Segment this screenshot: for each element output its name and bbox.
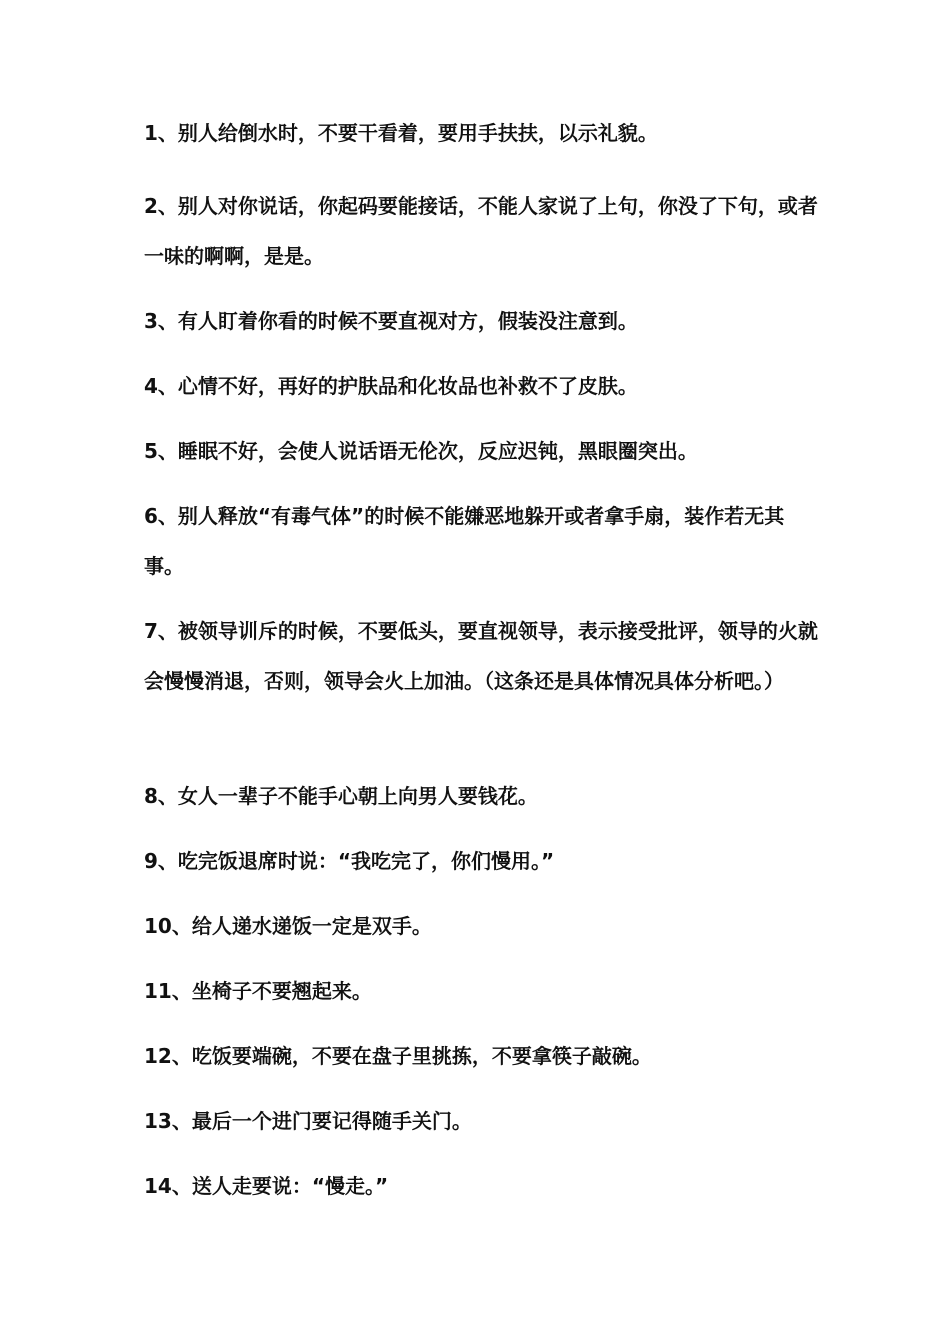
list-item: 8、女人一辈子不能手心朝上向男人要钱花。 bbox=[144, 784, 538, 808]
list-item: 1、别人给倒水时，不要干看着，要用手扶扶，以示礼貌。 bbox=[144, 121, 658, 145]
list-item: 14、送人走要说：“慢走。” bbox=[144, 1174, 389, 1198]
list-item: 7、被领导训斥的时候，不要低头，要直视领导，表示接受批评，领导的火就会慢慢消退，否则，领导会火上加油。（这条还是具体情况具体分析吧。） bbox=[144, 619, 818, 693]
list-item: 10、给人递水递饭一定是双手。 bbox=[144, 914, 432, 938]
list-item: 13、最后一个进门要记得随手关门。 bbox=[144, 1109, 472, 1133]
list-item: 2、别人对你说话，你起码要能接话，不能人家说了上句，你没了下句，或者一味的啊啊，是是。 bbox=[144, 194, 818, 268]
list-item: 4、心情不好，再好的护肤品和化妆品也补救不了皮肤。 bbox=[144, 374, 638, 398]
list-item: 6、别人释放“有毒气体”的时候不能嫌恶地躲开或者拿手扇，装作若无其事。 bbox=[144, 504, 785, 578]
list-item: 3、有人盯着你看的时候不要直视对方，假装没注意到。 bbox=[144, 309, 638, 333]
list-item: 5、睡眠不好，会使人说话语无伦次，反应迟钝，黑眼圈突出。 bbox=[144, 439, 698, 463]
list-item: 12、吃饭要端碗，不要在盘子里挑拣，不要拿筷子敲碗。 bbox=[144, 1044, 652, 1068]
list-item: 11、坐椅子不要翘起来。 bbox=[144, 979, 372, 1003]
list-item: 9、吃完饭退席时说：“我吃完了，你们慢用。” bbox=[144, 849, 555, 873]
